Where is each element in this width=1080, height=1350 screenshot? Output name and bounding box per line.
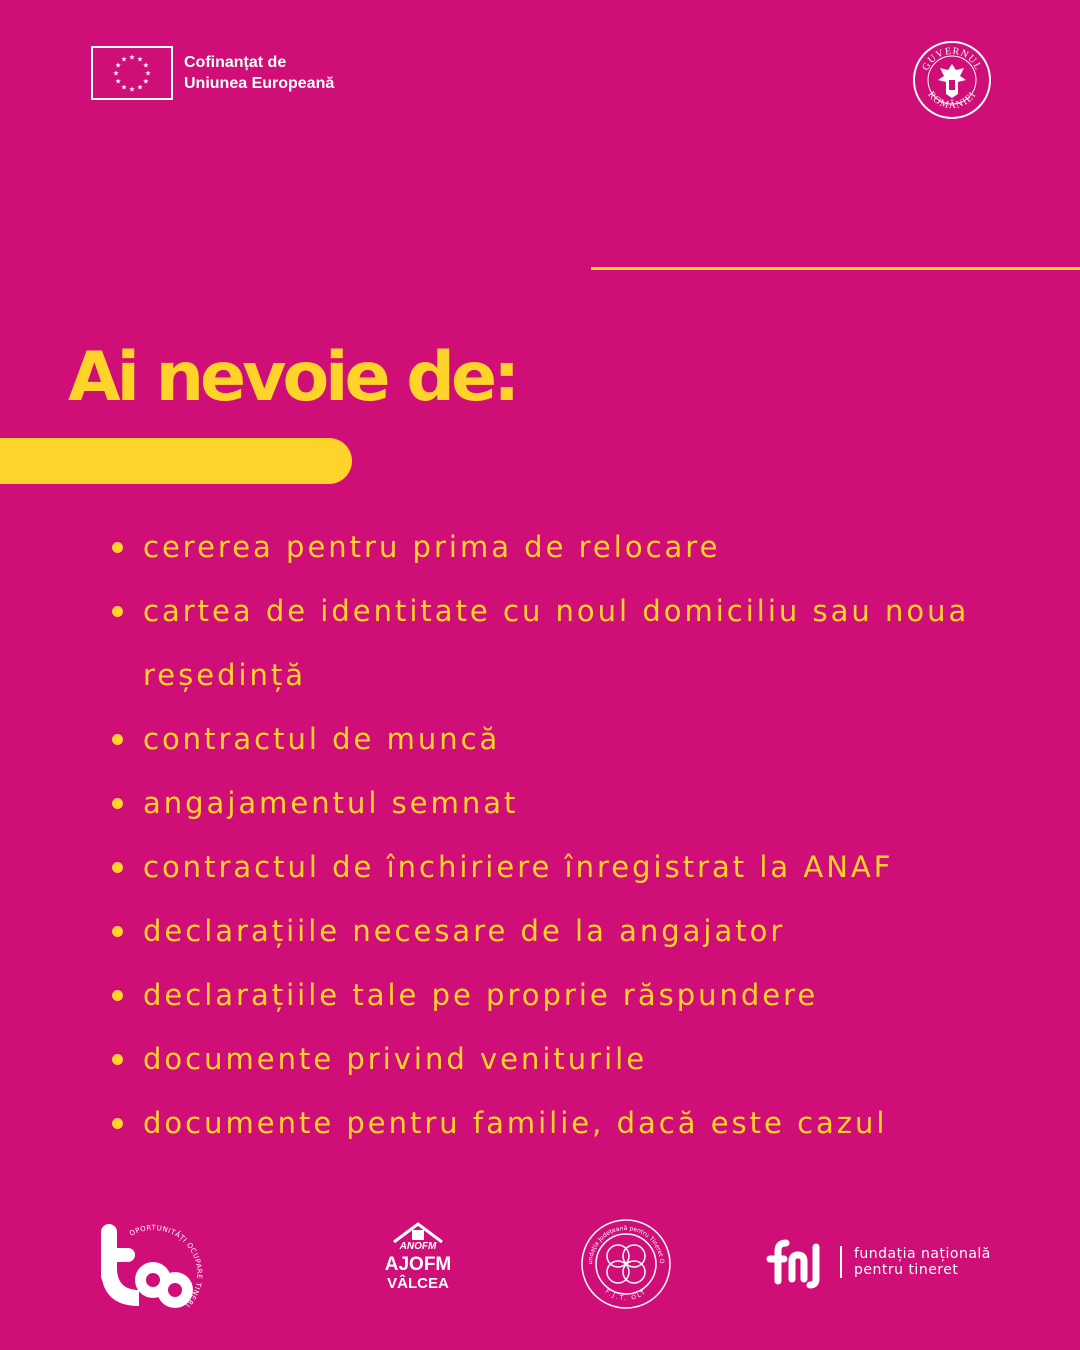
bullet-icon [112, 1054, 123, 1065]
eu-cofinancing-text [184, 52, 334, 94]
eu-star-icon: ★ [128, 53, 136, 62]
list-item-text: angajamentul semnat [143, 786, 519, 820]
eu-star-icon: ★ [112, 69, 120, 78]
title-accent-bar [0, 438, 352, 484]
bullet-icon [112, 734, 123, 745]
list-item-text: documente pentru familie, dacă este cazul [143, 1106, 888, 1140]
list-item [112, 1027, 1012, 1091]
bullet-icon [112, 990, 123, 1001]
bullet-icon [112, 606, 123, 617]
fjt-faces-icon [607, 1245, 645, 1283]
eu-star-icon: ★ [128, 85, 136, 94]
fnt-text [840, 1246, 991, 1278]
gov-seal-top-text: GUVERNUL [920, 45, 984, 73]
list-item-text: documente privind veniturile [143, 1042, 648, 1076]
bullet-icon [112, 926, 123, 937]
svg-text:F.J.T. OLT [604, 1288, 649, 1302]
eu-star-icon: ★ [142, 61, 149, 70]
bullet-icon [112, 542, 123, 553]
list-item-text: contractul de muncă [143, 722, 501, 756]
eu-star-icon: ★ [144, 69, 152, 78]
too-logo-text: OPORTUNITĂȚI OCUPARE TINERI [128, 1223, 204, 1309]
fjt-bottom-text: F.J.T. OLT [603, 1288, 649, 1303]
fjt-olt-logo [580, 1218, 672, 1310]
eu-star-icon: ★ [142, 77, 149, 86]
gov-seal-bottom-text: ROMÂNIEI [925, 89, 979, 112]
romanian-government-seal [912, 40, 992, 120]
list-item [112, 835, 1012, 899]
eu-star-icon: ★ [136, 83, 144, 92]
top-divider-line [591, 267, 1080, 270]
list-item [112, 579, 1012, 707]
bullet-icon [112, 798, 123, 809]
ajofm-valcea-logo [368, 1220, 468, 1300]
list-item-text: cartea de identitate cu noul domiciliu sau noua reședință [143, 594, 970, 692]
fnt-line2: pentru tineret [854, 1262, 959, 1278]
eagle-icon [938, 64, 966, 98]
too-logo [95, 1218, 215, 1318]
eu-star-icon: ★ [115, 77, 122, 86]
list-item-text: declarațiile necesare de la angajator [143, 914, 786, 948]
eu-cofinancing-logo [91, 46, 334, 100]
list-item [112, 963, 1012, 1027]
list-item-text: declarațiile tale pe proprie răspundere [143, 978, 819, 1012]
eu-star-icon: ★ [120, 55, 128, 64]
list-item [112, 515, 1012, 579]
ajofm-anofm-text: ANOFM [399, 1241, 437, 1250]
list-item [112, 1091, 1012, 1155]
list-item [112, 899, 1012, 963]
fnt-logo [762, 1232, 1012, 1292]
bullet-icon [112, 862, 123, 873]
eu-star-icon: ★ [120, 83, 128, 92]
bullet-icon [112, 1118, 123, 1129]
fnt-mark-icon [762, 1235, 828, 1289]
eu-star-icon: ★ [115, 61, 122, 70]
page-title: Ai nevoie de: [68, 338, 517, 417]
list-item-text: contractul de închiriere înregistrat la ANAF [143, 850, 894, 884]
eu-star-icon: ★ [136, 55, 144, 64]
list-item [112, 771, 1012, 835]
fnt-line1: fundația națională [854, 1246, 991, 1262]
requirements-list [112, 515, 1012, 1155]
eu-text-line2: Uniunea Europeană [184, 75, 335, 92]
ajofm-line1: AJOFM [384, 1254, 452, 1275]
fjt-ring-text: undația Județeană pentru Tineret O [586, 1224, 666, 1265]
list-item-text: cererea pentru prima de relocare [143, 530, 721, 564]
ajofm-house-icon [388, 1220, 448, 1250]
ajofm-line2: VÂLCEA [387, 1275, 449, 1292]
eu-flag-icon [91, 46, 173, 100]
eu-text-line1: Cofinanțat de [184, 54, 287, 71]
list-item [112, 707, 1012, 771]
